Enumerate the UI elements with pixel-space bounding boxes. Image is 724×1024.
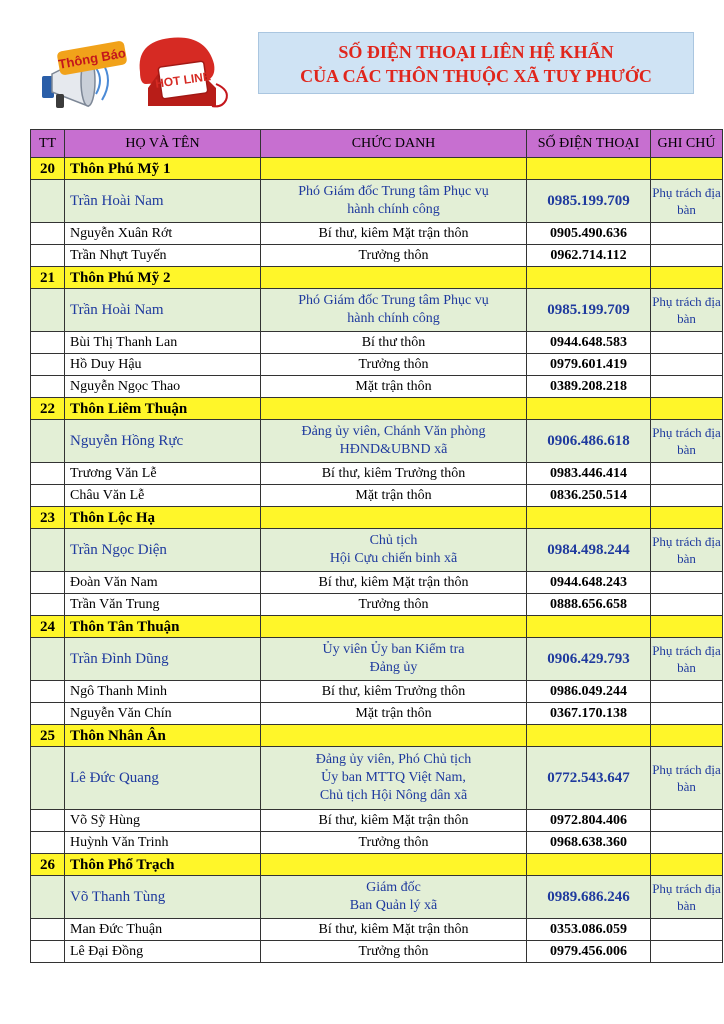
group-empty-cell: [527, 267, 651, 289]
name-cell: Võ Sỹ Hùng: [65, 810, 261, 832]
role-line: Trưởng thôn: [358, 356, 429, 372]
name-cell: Trần Đình Dũng: [65, 638, 261, 681]
role-line: Trưởng thôn: [358, 596, 429, 612]
role-cell: [261, 180, 527, 223]
tt-cell: [31, 463, 65, 485]
name-cell: Nguyễn Văn Chín: [65, 703, 261, 725]
tt-cell: [31, 289, 65, 332]
tt-cell: [31, 376, 65, 398]
name-cell: Trần Văn Trung: [65, 594, 261, 616]
note-cell: [651, 810, 723, 832]
group-empty-cell: [527, 616, 651, 638]
phone-cell: 0985.199.709: [527, 180, 651, 223]
role-line: hành chính công: [347, 202, 440, 217]
title-line-2: CỦA CÁC THÔN THUỘC XÃ TUY PHƯỚC: [300, 66, 652, 86]
name-cell: Trần Hoài Nam: [65, 180, 261, 223]
column-header-phone: SỐ ĐIỆN THOẠI: [527, 130, 651, 158]
group-name: Thôn Tân Thuận: [65, 616, 261, 638]
tt-cell: [31, 747, 65, 810]
name-cell: Lê Đức Quang: [65, 747, 261, 810]
group-number: 21: [31, 267, 65, 289]
group-number: 22: [31, 398, 65, 420]
role-cell: [261, 463, 527, 485]
role-line: Bí thư, kiêm Mặt trận thôn: [318, 921, 469, 937]
phone-cell: 0986.049.244: [527, 681, 651, 703]
tt-cell: [31, 332, 65, 354]
role-cell: [261, 245, 527, 267]
group-empty-cell: [527, 854, 651, 876]
group-empty-cell: [651, 398, 723, 420]
phone-cell: 0979.601.419: [527, 354, 651, 376]
table-row: [31, 594, 723, 616]
table-row: [31, 747, 723, 810]
phone-cell: 0905.490.636: [527, 223, 651, 245]
role-cell: [261, 529, 527, 572]
note-cell: [651, 463, 723, 485]
role-line: Phó Giám đốc Trung tâm Phục vụ: [298, 184, 489, 199]
group-name: Thôn Phổ Trạch: [65, 854, 261, 876]
role-line: Bí thư, kiêm Mặt trận thôn: [318, 812, 469, 828]
role-cell: [261, 485, 527, 507]
name-cell: Nguyễn Xuân Rớt: [65, 223, 261, 245]
table-row: [31, 332, 723, 354]
tt-cell: [31, 810, 65, 832]
table-row: [31, 572, 723, 594]
table-row: [31, 463, 723, 485]
role-line: Bí thư, kiêm Trưởng thôn: [321, 683, 466, 699]
phone-cell: 0836.250.514: [527, 485, 651, 507]
role-line: Bí thư, kiêm Mặt trận thôn: [318, 574, 469, 590]
role-cell: [261, 919, 527, 941]
name-cell: Đoàn Văn Nam: [65, 572, 261, 594]
group-number: 23: [31, 507, 65, 529]
table-row: [31, 420, 723, 463]
tt-cell: [31, 941, 65, 963]
phone-cell: 0906.486.618: [527, 420, 651, 463]
tt-cell: [31, 420, 65, 463]
phone-cell: 0353.086.059: [527, 919, 651, 941]
group-name: Thôn Nhân Ân: [65, 725, 261, 747]
notice-badge-text: Thông Báo: [57, 45, 127, 72]
phone-cell: 0983.446.414: [527, 463, 651, 485]
role-cell: [261, 376, 527, 398]
table-row: [31, 810, 723, 832]
role-line: Trưởng thôn: [358, 943, 429, 959]
group-name: Thôn Liêm Thuận: [65, 398, 261, 420]
note-cell: [651, 681, 723, 703]
phone-cell: 0772.543.647: [527, 747, 651, 810]
table-row: [31, 529, 723, 572]
table-row: [31, 832, 723, 854]
note-cell: Phụ trách địa bàn: [651, 529, 723, 572]
group-row: [31, 616, 723, 638]
name-cell: Võ Thanh Tùng: [65, 876, 261, 919]
note-cell: Phụ trách địa bàn: [651, 180, 723, 223]
role-cell: [261, 832, 527, 854]
tt-cell: [31, 180, 65, 223]
tt-cell: [31, 245, 65, 267]
role-line: Ủy ban MTTQ Việt Nam,: [321, 770, 466, 785]
role-line: Mặt trận thôn: [355, 705, 432, 721]
group-number: 24: [31, 616, 65, 638]
role-cell: [261, 638, 527, 681]
tt-cell: [31, 919, 65, 941]
role-line: Bí thư thôn: [361, 334, 426, 350]
group-number: 20: [31, 158, 65, 180]
group-row: [31, 725, 723, 747]
tt-cell: [31, 703, 65, 725]
table-row: [31, 245, 723, 267]
name-cell: Nguyễn Hồng Rực: [65, 420, 261, 463]
group-empty-cell: [651, 725, 723, 747]
name-cell: Trương Văn Lễ: [65, 463, 261, 485]
role-line: Đảng ủy: [369, 660, 418, 675]
role-line: Chủ tịch: [369, 533, 418, 548]
group-name: Thôn Phú Mỹ 1: [65, 158, 261, 180]
tt-cell: [31, 354, 65, 376]
role-line: Trưởng thôn: [358, 247, 429, 263]
phone-cell: 0989.686.246: [527, 876, 651, 919]
column-header-note: GHI CHÚ: [651, 130, 723, 158]
note-cell: Phụ trách địa bàn: [651, 638, 723, 681]
role-cell: [261, 594, 527, 616]
role-line: hành chính công: [347, 311, 440, 326]
title-line-1: SỐ ĐIỆN THOẠI LIÊN HỆ KHẨN: [338, 42, 614, 62]
note-cell: [651, 941, 723, 963]
name-cell: Trần Hoài Nam: [65, 289, 261, 332]
name-cell: Châu Văn Lễ: [65, 485, 261, 507]
note-cell: [651, 354, 723, 376]
group-name: Thôn Lộc Hạ: [65, 507, 261, 529]
table-row: [31, 223, 723, 245]
tt-cell: [31, 485, 65, 507]
group-empty-cell: [261, 158, 527, 180]
phone-cell: 0979.456.006: [527, 941, 651, 963]
role-cell: [261, 420, 527, 463]
group-empty-cell: [527, 158, 651, 180]
table-row: [31, 638, 723, 681]
group-empty-cell: [651, 507, 723, 529]
role-cell: [261, 876, 527, 919]
table-row: [31, 485, 723, 507]
phone-cell: 0985.199.709: [527, 289, 651, 332]
table-row: [31, 289, 723, 332]
megaphone-phone-icon: [32, 32, 252, 112]
group-number: 25: [31, 725, 65, 747]
note-cell: [651, 594, 723, 616]
name-cell: Nguyễn Ngọc Thao: [65, 376, 261, 398]
note-cell: Phụ trách địa bàn: [651, 420, 723, 463]
group-empty-cell: [651, 616, 723, 638]
group-row: [31, 854, 723, 876]
role-cell: [261, 572, 527, 594]
name-cell: Bùi Thị Thanh Lan: [65, 332, 261, 354]
tt-cell: [31, 681, 65, 703]
group-empty-cell: [261, 616, 527, 638]
group-empty-cell: [527, 398, 651, 420]
name-cell: Ngô Thanh Minh: [65, 681, 261, 703]
group-row: [31, 158, 723, 180]
table-body: [31, 158, 723, 963]
group-row: [31, 267, 723, 289]
table-row: [31, 919, 723, 941]
phone-cell: 0888.656.658: [527, 594, 651, 616]
role-line: Đảng ủy viên, Chánh Văn phòng: [301, 424, 486, 439]
phone-cell: 0944.648.583: [527, 332, 651, 354]
tt-cell: [31, 572, 65, 594]
role-cell: [261, 354, 527, 376]
note-cell: [651, 245, 723, 267]
note-cell: [651, 376, 723, 398]
group-row: [31, 507, 723, 529]
tt-cell: [31, 529, 65, 572]
group-empty-cell: [261, 725, 527, 747]
name-cell: Man Đức Thuận: [65, 919, 261, 941]
page-title: [258, 32, 694, 94]
phone-cell: 0962.714.112: [527, 245, 651, 267]
group-empty-cell: [261, 507, 527, 529]
notice-hotline-logo: [32, 32, 252, 112]
group-empty-cell: [261, 854, 527, 876]
note-cell: [651, 572, 723, 594]
column-header-tt: TT: [31, 130, 65, 158]
role-line: Ủy viên Ủy ban Kiểm tra: [322, 642, 465, 657]
name-cell: Trần Ngọc Diện: [65, 529, 261, 572]
note-cell: [651, 703, 723, 725]
column-header-name: HỌ VÀ TÊN: [65, 130, 261, 158]
table-row: [31, 376, 723, 398]
page-header: [0, 0, 724, 118]
role-line: Giám đốc: [366, 880, 421, 895]
name-cell: Lê Đại Đồng: [65, 941, 261, 963]
hotline-text: HOT LINE: [154, 69, 212, 91]
role-cell: [261, 289, 527, 332]
role-line: Phó Giám đốc Trung tâm Phục vụ: [298, 293, 489, 308]
role-line: Mặt trận thôn: [355, 378, 432, 394]
note-cell: [651, 832, 723, 854]
role-cell: [261, 747, 527, 810]
note-cell: [651, 223, 723, 245]
role-line: Trưởng thôn: [358, 834, 429, 850]
role-line: Đảng ủy viên, Phó Chủ tịch: [315, 752, 472, 767]
note-cell: [651, 485, 723, 507]
group-empty-cell: [261, 398, 527, 420]
group-empty-cell: [651, 158, 723, 180]
phone-cell: 0906.429.793: [527, 638, 651, 681]
column-header-role: CHỨC DANH: [261, 130, 527, 158]
role-cell: [261, 810, 527, 832]
tt-cell: [31, 832, 65, 854]
role-line: Hội Cựu chiến binh xã: [329, 551, 458, 566]
role-line: Bí thư, kiêm Mặt trận thôn: [318, 225, 469, 241]
note-cell: [651, 332, 723, 354]
table-row: [31, 941, 723, 963]
note-cell: [651, 919, 723, 941]
name-cell: Trần Nhựt Tuyến: [65, 245, 261, 267]
group-number: 26: [31, 854, 65, 876]
note-cell: Phụ trách địa bàn: [651, 747, 723, 810]
hotline-phone-icon: [140, 38, 227, 107]
name-cell: Hồ Duy Hậu: [65, 354, 261, 376]
phone-cell: 0389.208.218: [527, 376, 651, 398]
group-empty-cell: [651, 267, 723, 289]
role-cell: [261, 332, 527, 354]
group-name: Thôn Phú Mỹ 2: [65, 267, 261, 289]
phone-cell: 0984.498.244: [527, 529, 651, 572]
tt-cell: [31, 876, 65, 919]
table-row: [31, 180, 723, 223]
role-line: Chủ tịch Hội Nông dân xã: [319, 788, 468, 803]
role-cell: [261, 703, 527, 725]
table-row: [31, 703, 723, 725]
phone-cell: 0944.648.243: [527, 572, 651, 594]
table-header-row: [31, 130, 723, 158]
phone-cell: 0968.638.360: [527, 832, 651, 854]
table-row: [31, 681, 723, 703]
role-cell: [261, 941, 527, 963]
role-line: Bí thư, kiêm Trưởng thôn: [321, 465, 466, 481]
contacts-table: [30, 129, 723, 963]
group-row: [31, 398, 723, 420]
role-line: HĐND&UBND xã: [339, 442, 448, 457]
table-row: [31, 354, 723, 376]
group-empty-cell: [527, 725, 651, 747]
group-empty-cell: [261, 267, 527, 289]
phone-cell: 0367.170.138: [527, 703, 651, 725]
role-cell: [261, 681, 527, 703]
group-empty-cell: [651, 854, 723, 876]
tt-cell: [31, 594, 65, 616]
role-cell: [261, 223, 527, 245]
note-cell: Phụ trách địa bàn: [651, 876, 723, 919]
group-empty-cell: [527, 507, 651, 529]
phone-cell: 0972.804.406: [527, 810, 651, 832]
tt-cell: [31, 223, 65, 245]
table-row: [31, 876, 723, 919]
tt-cell: [31, 638, 65, 681]
name-cell: Huỳnh Văn Trinh: [65, 832, 261, 854]
role-line: Mặt trận thôn: [355, 487, 432, 503]
role-line: Ban Quản lý xã: [349, 898, 438, 913]
note-cell: Phụ trách địa bàn: [651, 289, 723, 332]
